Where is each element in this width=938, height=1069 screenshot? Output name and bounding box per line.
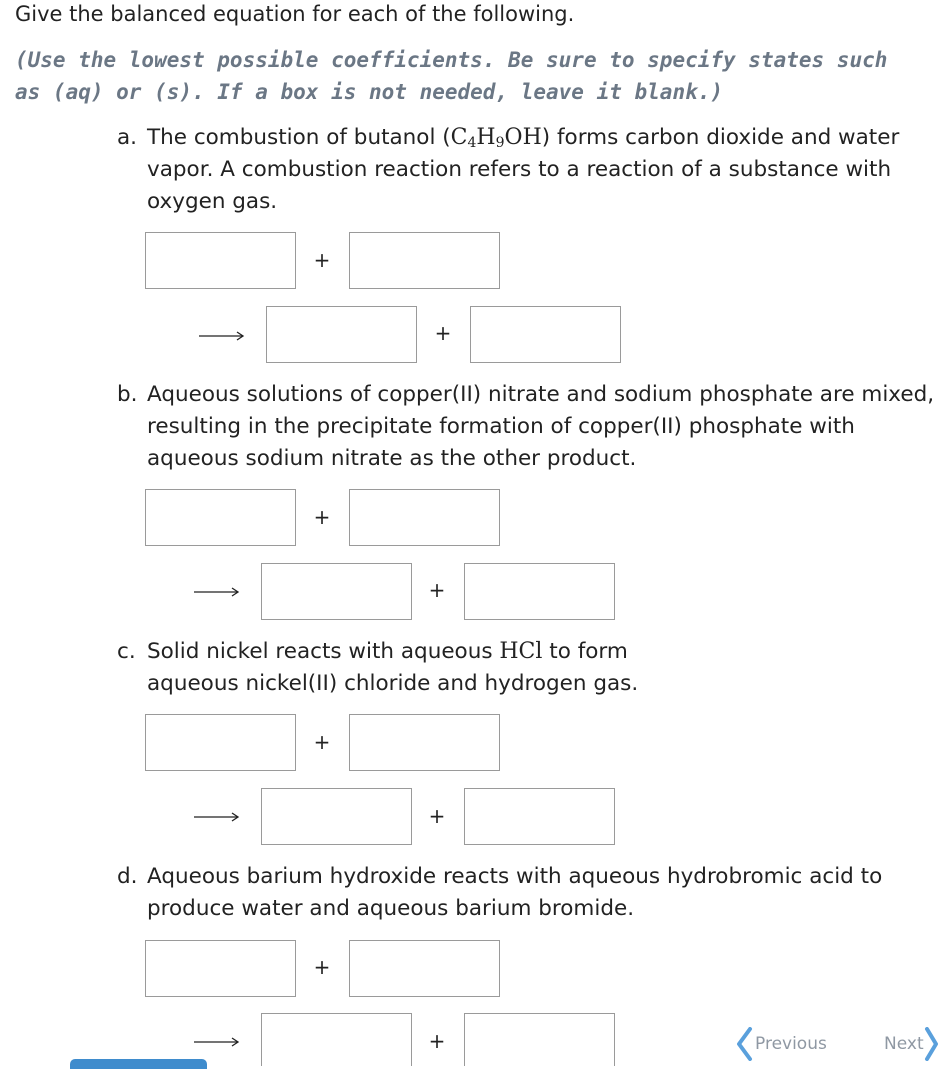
question-a-text-after: ) forms carbon dioxide and water vapor. A combustion reaction refers to a reaction of a substance with oxygen gas.: [147, 125, 900, 214]
instructions-title: Give the balanced equation for each of the following.: [15, 2, 575, 26]
chevron-right-icon: [924, 1027, 938, 1061]
a-product-1-input[interactable]: [266, 306, 417, 363]
question-c-label: c.: [117, 639, 136, 664]
plus-sign: +: [428, 804, 446, 828]
question-b-label: b.: [117, 382, 138, 407]
a-product-2-input[interactable]: [470, 306, 621, 363]
plus-sign: +: [434, 321, 452, 345]
plus-sign: +: [313, 955, 331, 979]
butanol-formula: $C_4H_9OH$: [450, 125, 542, 151]
question-a-text-before: The combustion of butanol (: [147, 125, 451, 150]
plus-sign: +: [313, 730, 331, 754]
question-d: [117, 861, 937, 925]
question-b: [117, 379, 937, 475]
question-b-text: Aqueous solutions of copper(II) nitrate and sodium phosphate are mixed, resulting in the precipitate formation of copper(II) phosphate with aqueous sodium nitrate as the other product.: [147, 382, 935, 471]
b-product-2-input[interactable]: [464, 563, 615, 620]
reaction-arrow-icon: [194, 811, 240, 823]
b-reactant-1-input[interactable]: [145, 489, 296, 546]
previous-button[interactable]: [735, 1027, 827, 1061]
question-c-text-after: to form aqueous nickel(II) chloride and hydrogen gas.: [147, 639, 639, 696]
submit-button-edge[interactable]: [70, 1059, 207, 1069]
plus-sign: +: [313, 505, 331, 529]
plus-sign: +: [428, 578, 446, 602]
b-reactant-2-input[interactable]: [349, 489, 500, 546]
question-c-text-before: Solid nickel reacts with aqueous: [147, 639, 500, 664]
c-reactant-1-input[interactable]: [145, 714, 296, 771]
instructions-note: (Use the lowest possible coefficients. Be sure to specify states such as (aq) or (s). If a box is not needed, leave it blank.): [15, 48, 888, 104]
plus-sign: +: [313, 248, 331, 272]
reaction-arrow-icon: [199, 330, 245, 342]
d-reactant-1-input[interactable]: [145, 940, 296, 997]
hcl-formula: HCl: [499, 639, 543, 664]
previous-label: Previous: [755, 1034, 827, 1054]
reaction-arrow-icon: [194, 586, 240, 598]
next-button[interactable]: [884, 1027, 938, 1061]
question-d-text: Aqueous barium hydroxide reacts with aqueous hydrobromic acid to produce water and aqueous barium bromide.: [147, 864, 883, 921]
question-a-label: a.: [117, 125, 138, 150]
d-reactant-2-input[interactable]: [349, 940, 500, 997]
chevron-left-icon: [735, 1027, 753, 1061]
d-product-2-input[interactable]: [464, 1013, 615, 1066]
plus-sign: +: [428, 1029, 446, 1053]
next-label: Next: [884, 1034, 924, 1054]
a-reactant-1-input[interactable]: [145, 232, 296, 289]
question-c: [117, 636, 677, 700]
b-product-1-input[interactable]: [261, 563, 412, 620]
reaction-arrow-icon: [194, 1036, 240, 1048]
question-a: [117, 122, 937, 218]
c-reactant-2-input[interactable]: [349, 714, 500, 771]
question-d-label: d.: [117, 864, 138, 889]
a-reactant-2-input[interactable]: [349, 232, 500, 289]
d-product-1-input[interactable]: [261, 1013, 412, 1066]
c-product-1-input[interactable]: [261, 788, 412, 845]
c-product-2-input[interactable]: [464, 788, 615, 845]
